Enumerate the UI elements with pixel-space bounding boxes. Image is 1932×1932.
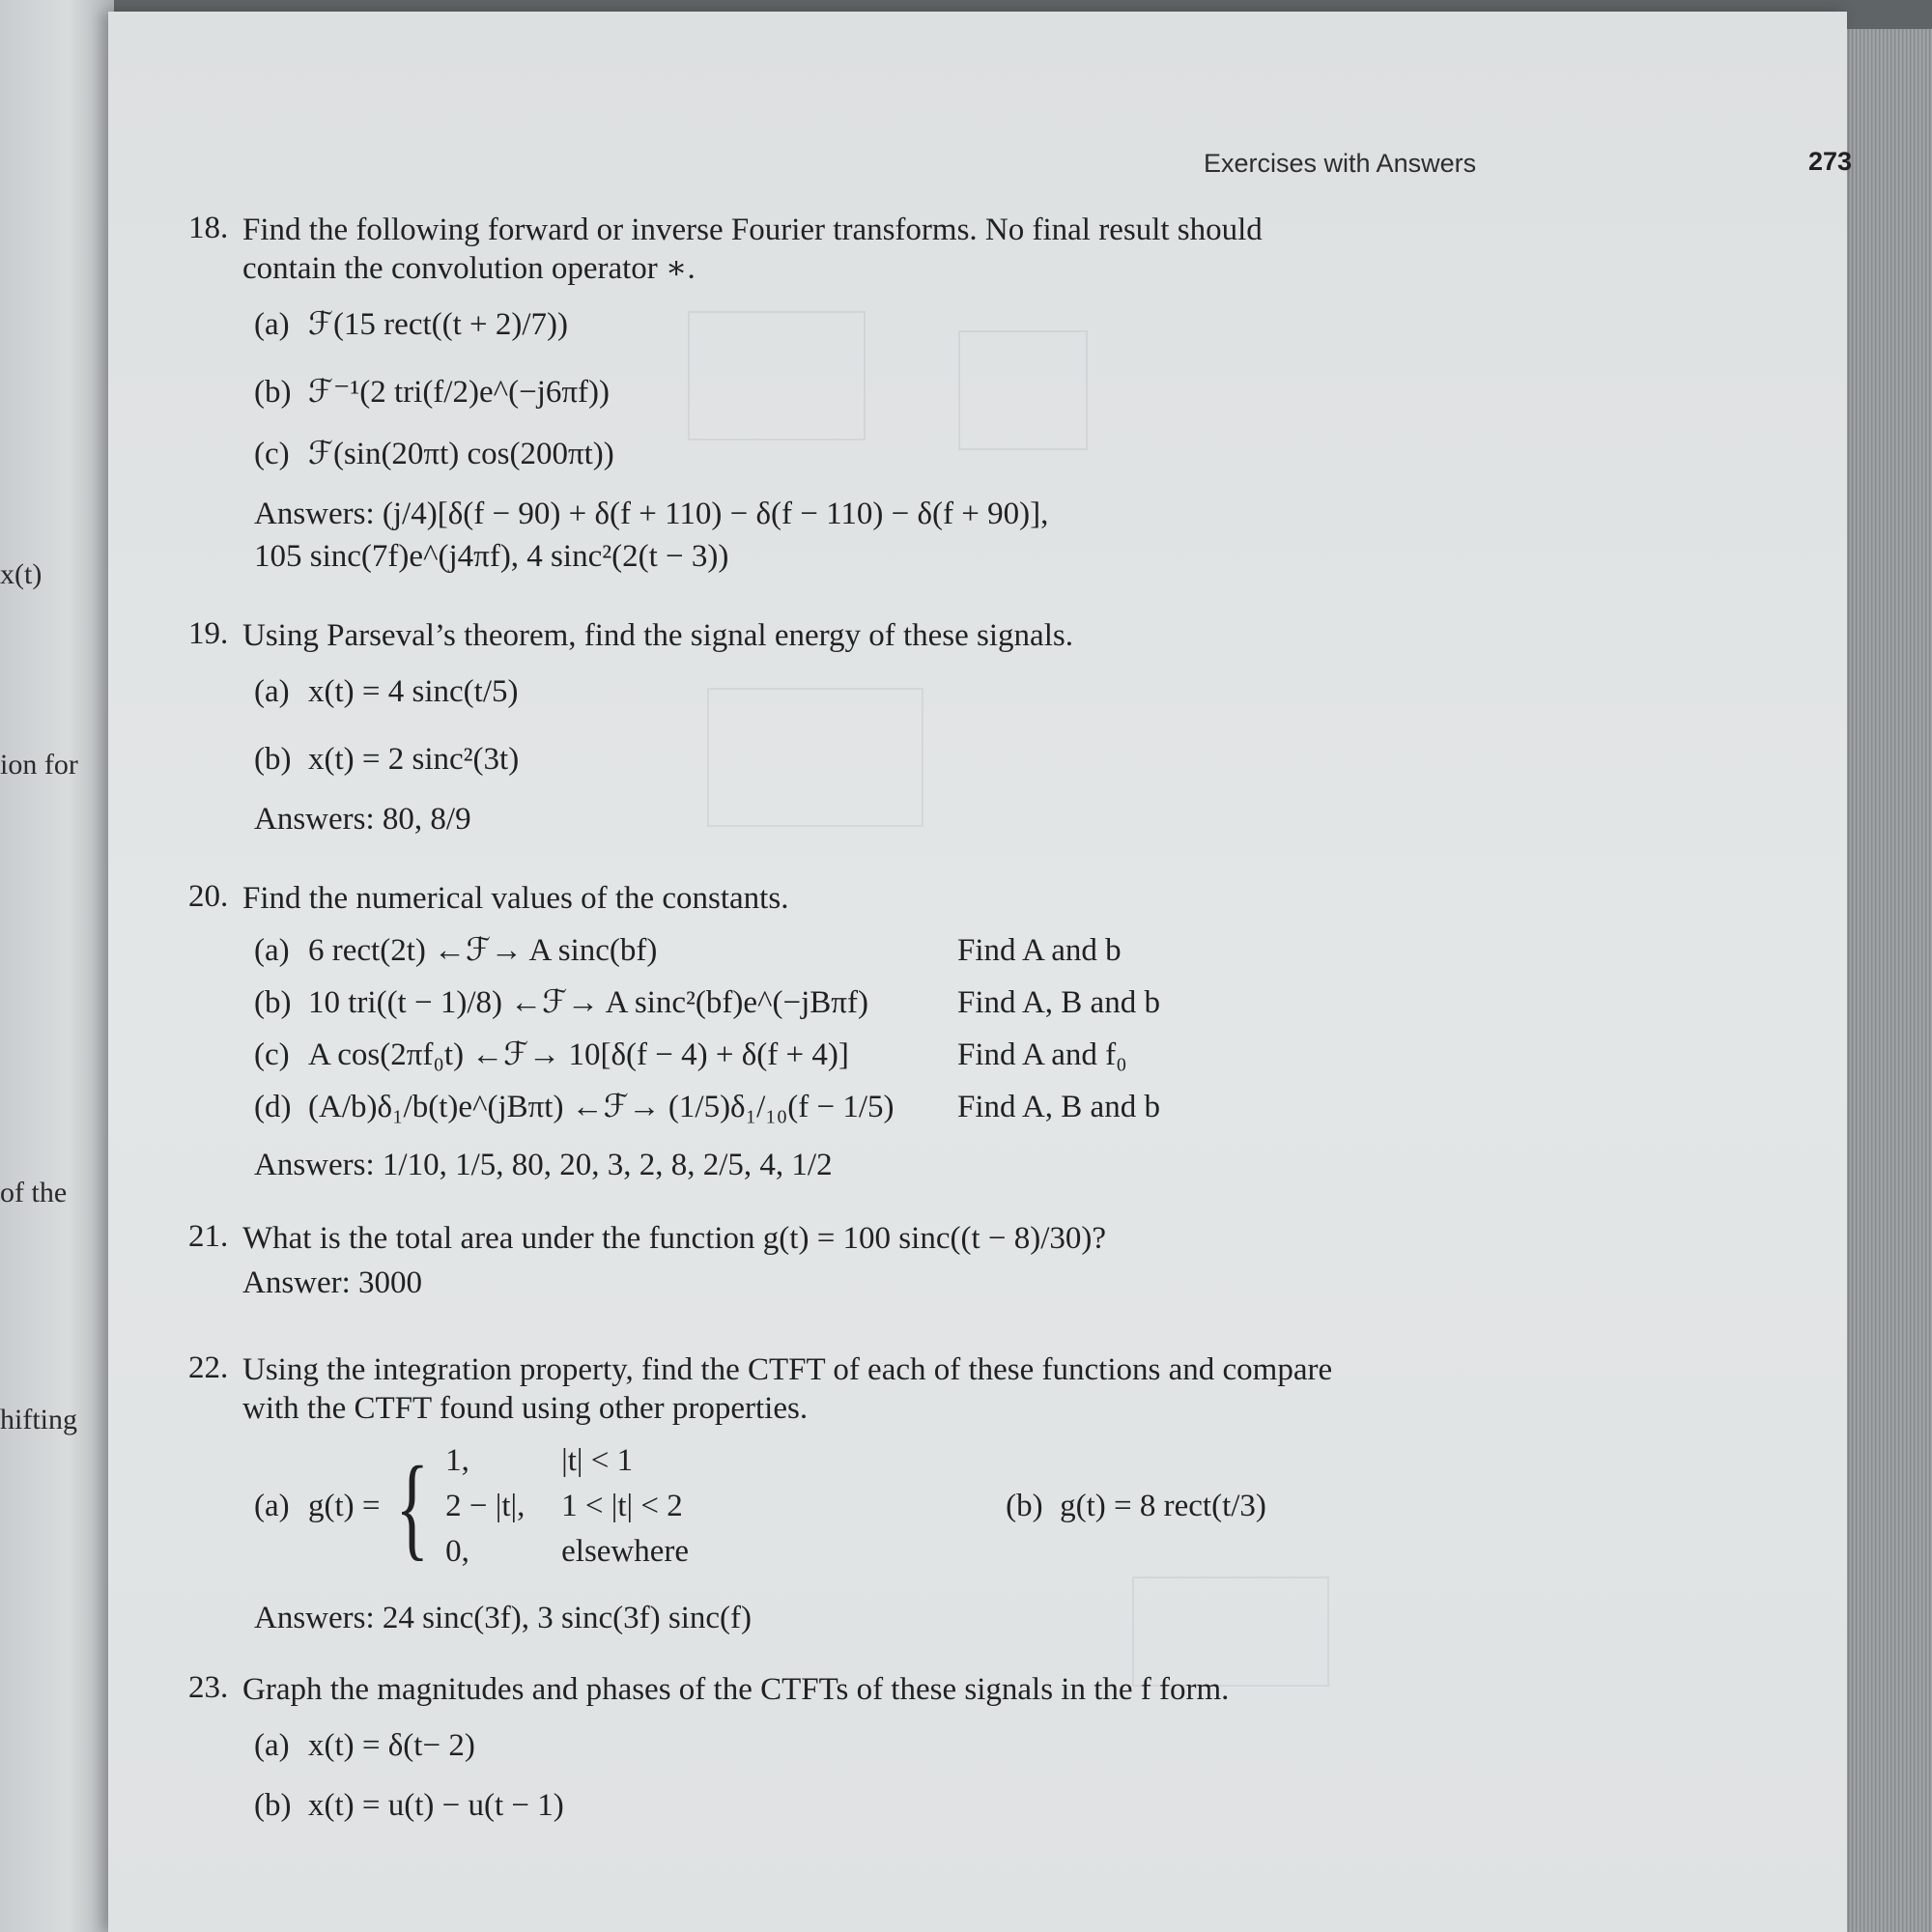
exercise-number: 22.	[188, 1350, 229, 1385]
exercise-22	[188, 1350, 1386, 1639]
part-label: (a)	[254, 933, 290, 968]
answer-line: Answers: 80, 8/9	[254, 802, 471, 837]
part-expression: ℱ(sin(20πt) cos(200πt))	[308, 437, 614, 471]
brace-symbol: {	[395, 1441, 429, 1571]
left-page-text: of the	[0, 1177, 68, 1208]
part-task: Find A, B and b	[957, 1090, 1160, 1124]
exercise-20	[188, 879, 1386, 1186]
part-label: (a)	[254, 674, 290, 709]
part-label: (a)	[254, 1728, 290, 1763]
exercise-part	[254, 373, 1386, 412]
exercise-part	[254, 1726, 1386, 1765]
left-page-text: ion for	[0, 749, 78, 781]
part-task: Find A, B and b	[957, 985, 1160, 1020]
exercise-part	[254, 740, 1386, 779]
exercise-stem: Using the integration property, find the CTFT of each of these functions and compare with the CTFT found using other properties.	[242, 1352, 1333, 1426]
exercise-part	[254, 931, 1386, 970]
part-label: (b)	[254, 985, 292, 1020]
exercise-stem: Find the following forward or inverse Fourier transforms. No final result should contain the convolution operator ∗.	[242, 213, 1263, 286]
part-expression: ℱ⁻¹(2 tri(f/2)e^(−j6πf))	[308, 375, 610, 410]
case-condition: |t| < 1	[561, 1443, 634, 1478]
part-expression: x(t) = u(t) − u(t − 1)	[308, 1788, 564, 1823]
part-task: Find A and f₀	[957, 1037, 1127, 1072]
exercise-part	[254, 1786, 1386, 1825]
case-value: 1,	[445, 1443, 469, 1478]
exercise-part	[254, 435, 1386, 473]
left-page-edge	[0, 0, 114, 1932]
part-label: (b)	[254, 742, 292, 777]
exercise-stem: Graph the magnitudes and phases of the CTFTs of these signals in the f form.	[242, 1672, 1230, 1707]
exercise-23	[188, 1670, 1386, 1825]
page-stack-edge	[1845, 29, 1932, 1932]
exercise-part	[254, 1088, 1386, 1126]
part-expression: A cos(2πf₀t) ←ℱ→ 10[δ(f − 4) + δ(f + 4)]	[308, 1037, 849, 1072]
part-task: Find A and b	[957, 933, 1122, 968]
left-page-text: x(t)	[0, 558, 43, 590]
part-label: (b)	[1006, 1489, 1043, 1523]
part-label: (d)	[254, 1090, 292, 1124]
running-header: Exercises with Answers	[1204, 149, 1477, 178]
piecewise-cases	[445, 1443, 754, 1570]
part-label: (c)	[254, 437, 290, 471]
exercise-list	[188, 203, 1386, 1825]
case-condition: elsewhere	[561, 1534, 690, 1569]
part-label: (b)	[254, 1788, 292, 1823]
case-value: 2 − |t|,	[445, 1489, 526, 1523]
exercise-part	[254, 305, 1386, 344]
part-expression: (A/b)δ₁/b(t)e^(jBπt) ←ℱ→ (1/5)δ₁/₁₀(f − 1/5)	[308, 1090, 895, 1124]
part-expression: 6 rect(2t) ←ℱ→ A sinc(bf)	[308, 933, 658, 968]
answer-line: Answer: 3000	[242, 1265, 423, 1300]
part-expression: x(t) = 2 sinc²(3t)	[308, 742, 520, 777]
page-number: 273	[1808, 147, 1853, 176]
part-expression: x(t) = δ(t− 2)	[308, 1728, 475, 1763]
answer-line: Answers: (j/4)[δ(f − 90) + δ(f + 110) − δ(f − 110) − δ(f + 90)],	[254, 497, 1049, 531]
exercise-19	[188, 616, 1386, 840]
exercise-number: 23.	[188, 1670, 229, 1705]
part-expression: 10 tri((t − 1)/8) ←ℱ→ A sinc²(bf)e^(−jBπf)	[308, 985, 868, 1020]
exercise-number: 18.	[188, 211, 229, 245]
part-label: (c)	[254, 1037, 290, 1072]
part-label: (b)	[254, 375, 292, 410]
part-label: (a)	[254, 1489, 290, 1523]
exercise-part	[254, 672, 1386, 711]
exercise-number: 20.	[188, 879, 229, 914]
answer-line: 105 sinc(7f)e^(j4πf), 4 sinc²(2(t − 3))	[254, 539, 729, 574]
part-expression: g(t) = 8 rect(t/3)	[1060, 1489, 1266, 1523]
exercise-stem: Using Parseval’s theorem, find the signal energy of these signals.	[242, 618, 1073, 653]
exercise-21	[188, 1219, 1386, 1304]
case-value: 0,	[445, 1534, 469, 1569]
answer-line: Answers: 1/10, 1/5, 80, 20, 3, 2, 8, 2/5, 4, 1/2	[254, 1148, 833, 1182]
answer-line: Answers: 24 sinc(3f), 3 sinc(3f) sinc(f)	[254, 1601, 753, 1635]
exercise-part	[254, 983, 1386, 1022]
exercise-number: 19.	[188, 616, 229, 651]
exercise-18	[188, 211, 1386, 578]
piecewise-definition	[254, 1443, 1386, 1570]
exercise-stem: What is the total area under the function g(t) = 100 sinc((t − 8)/30)?	[242, 1221, 1107, 1256]
part-expression: ℱ(15 rect((t + 2)/7))	[308, 307, 569, 342]
left-page-text: hifting	[0, 1404, 77, 1435]
case-condition: 1 < |t| < 2	[561, 1489, 683, 1523]
piecewise-lhs: g(t) =	[308, 1489, 381, 1523]
part-b	[1006, 1489, 1266, 1524]
exercise-part	[254, 1036, 1386, 1074]
exercise-number: 21.	[188, 1219, 229, 1254]
exercise-stem: Find the numerical values of the constants.	[242, 881, 789, 916]
part-label: (a)	[254, 307, 290, 342]
part-expression: x(t) = 4 sinc(t/5)	[308, 674, 519, 709]
